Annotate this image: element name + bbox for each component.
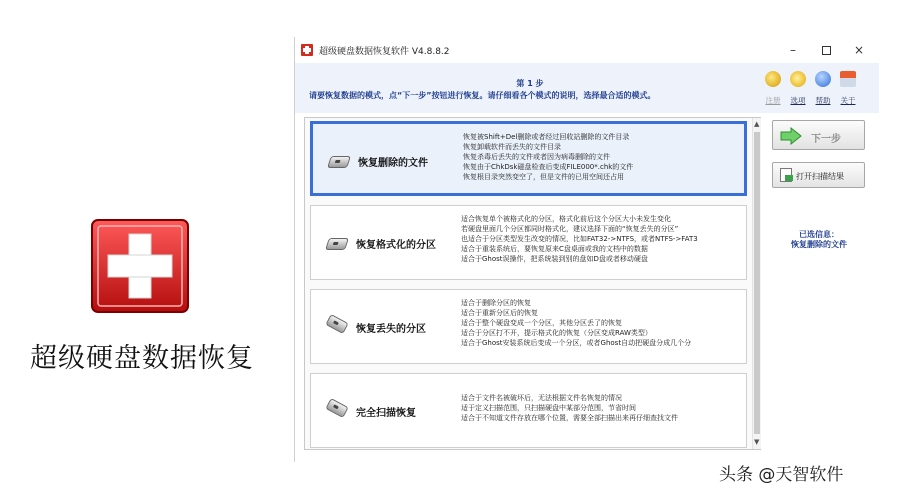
- arrow-right-icon: [780, 127, 802, 145]
- mode-name: 恢复丢失的分区: [356, 324, 426, 335]
- hard-disk-icon: [325, 314, 348, 334]
- mode-description-line: 适合于重新分区后的恢复: [461, 309, 538, 317]
- recovery-mode-list: [304, 117, 761, 450]
- help-label: 帮助: [815, 96, 831, 105]
- mode-recover-formatted-partition[interactable]: [310, 205, 747, 280]
- scroll-down-icon[interactable]: ▼: [754, 438, 760, 446]
- mode-name: 恢复删除的文件: [358, 158, 428, 169]
- register-icon: [765, 71, 781, 87]
- help-icon: [815, 71, 831, 87]
- mode-description-line: 适合于删除分区的恢复: [461, 299, 531, 307]
- options-icon: [790, 71, 806, 87]
- hard-disk-icon: [325, 398, 348, 418]
- mode-description-line: 恢复卸载软件而丢失的文件目录: [463, 143, 561, 151]
- hard-disk-icon: [327, 156, 351, 168]
- mode-description-line: 适于定义扫描范围，只扫描硬盘中某部分范围，节省时间: [461, 404, 636, 412]
- next-step-label: 下一步: [811, 134, 841, 145]
- mode-description: [461, 298, 747, 348]
- app-title-icon: [301, 44, 313, 56]
- open-scan-result-label: 打开扫描结果: [796, 172, 844, 181]
- open-file-icon: [780, 168, 792, 182]
- mode-list-scrollbar[interactable]: [752, 118, 761, 449]
- step-title: 第 1 步: [516, 79, 544, 88]
- register-button[interactable]: [761, 71, 785, 107]
- mode-description-line: 适合于Ghost安装系统后变成一个分区，或者Ghost自动把硬盘分成几个分: [461, 339, 692, 347]
- watermark: 头条 @天智软件: [719, 465, 844, 485]
- open-scan-result-button[interactable]: [772, 162, 865, 188]
- mode-description-line: 若硬盘里面几个分区都同时格式化，建议选择下面的“恢复丢失的分区”: [461, 225, 679, 233]
- mode-description: [461, 393, 747, 423]
- app-window: [294, 37, 878, 462]
- mode-description-line: 适合于文件名被破坏后，无法根据文件名恢复的情况: [461, 394, 622, 402]
- mode-recover-lost-partition[interactable]: [310, 289, 747, 364]
- app-logo-icon: [90, 218, 190, 314]
- mode-description-line: 适合于分区打不开，提示格式化的恢复（分区变成RAW类型）: [461, 329, 652, 337]
- mode-description-line: 恢复被Shift+Del删除或者经过回收站删除的文件目录: [463, 133, 630, 141]
- mode-recover-deleted-files[interactable]: [310, 121, 747, 196]
- window-title: 超级硬盘数据恢复软件 V4.8.8.2: [319, 47, 450, 57]
- mode-description-line: 恢复根目录突然变空了，但是文件的已用空间还占用: [463, 173, 624, 181]
- options-button[interactable]: [786, 71, 810, 107]
- mode-description: [461, 214, 747, 264]
- about-label: 关于: [840, 96, 856, 105]
- mode-description-line: 适合于整个硬盘变成一个分区，其他分区丢了的恢复: [461, 319, 622, 327]
- selected-info-value: 恢复删除的文件: [791, 240, 847, 249]
- scroll-thumb[interactable]: [754, 132, 760, 434]
- about-icon: [840, 71, 856, 87]
- mode-description-line: 恢复杀毒后丢失的文件或者因为病毒删除的文件: [463, 153, 610, 161]
- mode-description-line: 恢复由于ChkDsk磁盘检查后变成FILE000*.chk的文件: [463, 163, 634, 171]
- about-button[interactable]: [836, 71, 860, 107]
- maximize-button[interactable]: [812, 40, 840, 60]
- step-instruction: 请要恢复数据的模式，点“下一步”按钮进行恢复。请仔细看各个模式的说明，选择最合适的模式。: [309, 91, 656, 100]
- step-header: [295, 63, 879, 113]
- mode-name: 完全扫描恢复: [356, 408, 416, 419]
- next-step-button[interactable]: [772, 120, 865, 150]
- scroll-up-icon[interactable]: ▲: [754, 120, 760, 128]
- selected-info-title: 已选信息：: [799, 230, 839, 239]
- mode-name: 恢复格式化的分区: [356, 240, 436, 251]
- mode-full-scan-recovery[interactable]: [310, 373, 747, 448]
- mode-description-line: 适合于重装系统后，要恢复原来C盘桌面或我的文档中的数据: [461, 245, 648, 253]
- close-button[interactable]: ×: [853, 43, 865, 57]
- options-label: 选项: [790, 96, 806, 105]
- title-bar: [295, 37, 879, 63]
- register-label: 注册: [765, 96, 781, 105]
- maximize-icon: [822, 46, 831, 55]
- minimize-button[interactable]: –: [790, 43, 796, 57]
- mode-description-line: 适合于不知道文件存放在哪个位置，需要全部扫描出来再仔细查找文件: [461, 414, 678, 422]
- mode-description-line: 适合于Ghost误操作，把系统装到别的盘如D盘或者移动硬盘: [461, 255, 648, 263]
- mode-description-line: 适合恢复单个被格式化的分区，格式化前后这个分区大小未发生变化: [461, 215, 671, 223]
- app-caption: 超级硬盘数据恢复: [30, 343, 254, 374]
- mode-description: [463, 132, 749, 182]
- hard-disk-icon: [325, 238, 349, 250]
- help-button[interactable]: [811, 71, 835, 107]
- mode-description-line: 也适合于分区类型发生改变的情况，比如FAT32->NTFS，或者NTFS->FAT3: [461, 235, 698, 243]
